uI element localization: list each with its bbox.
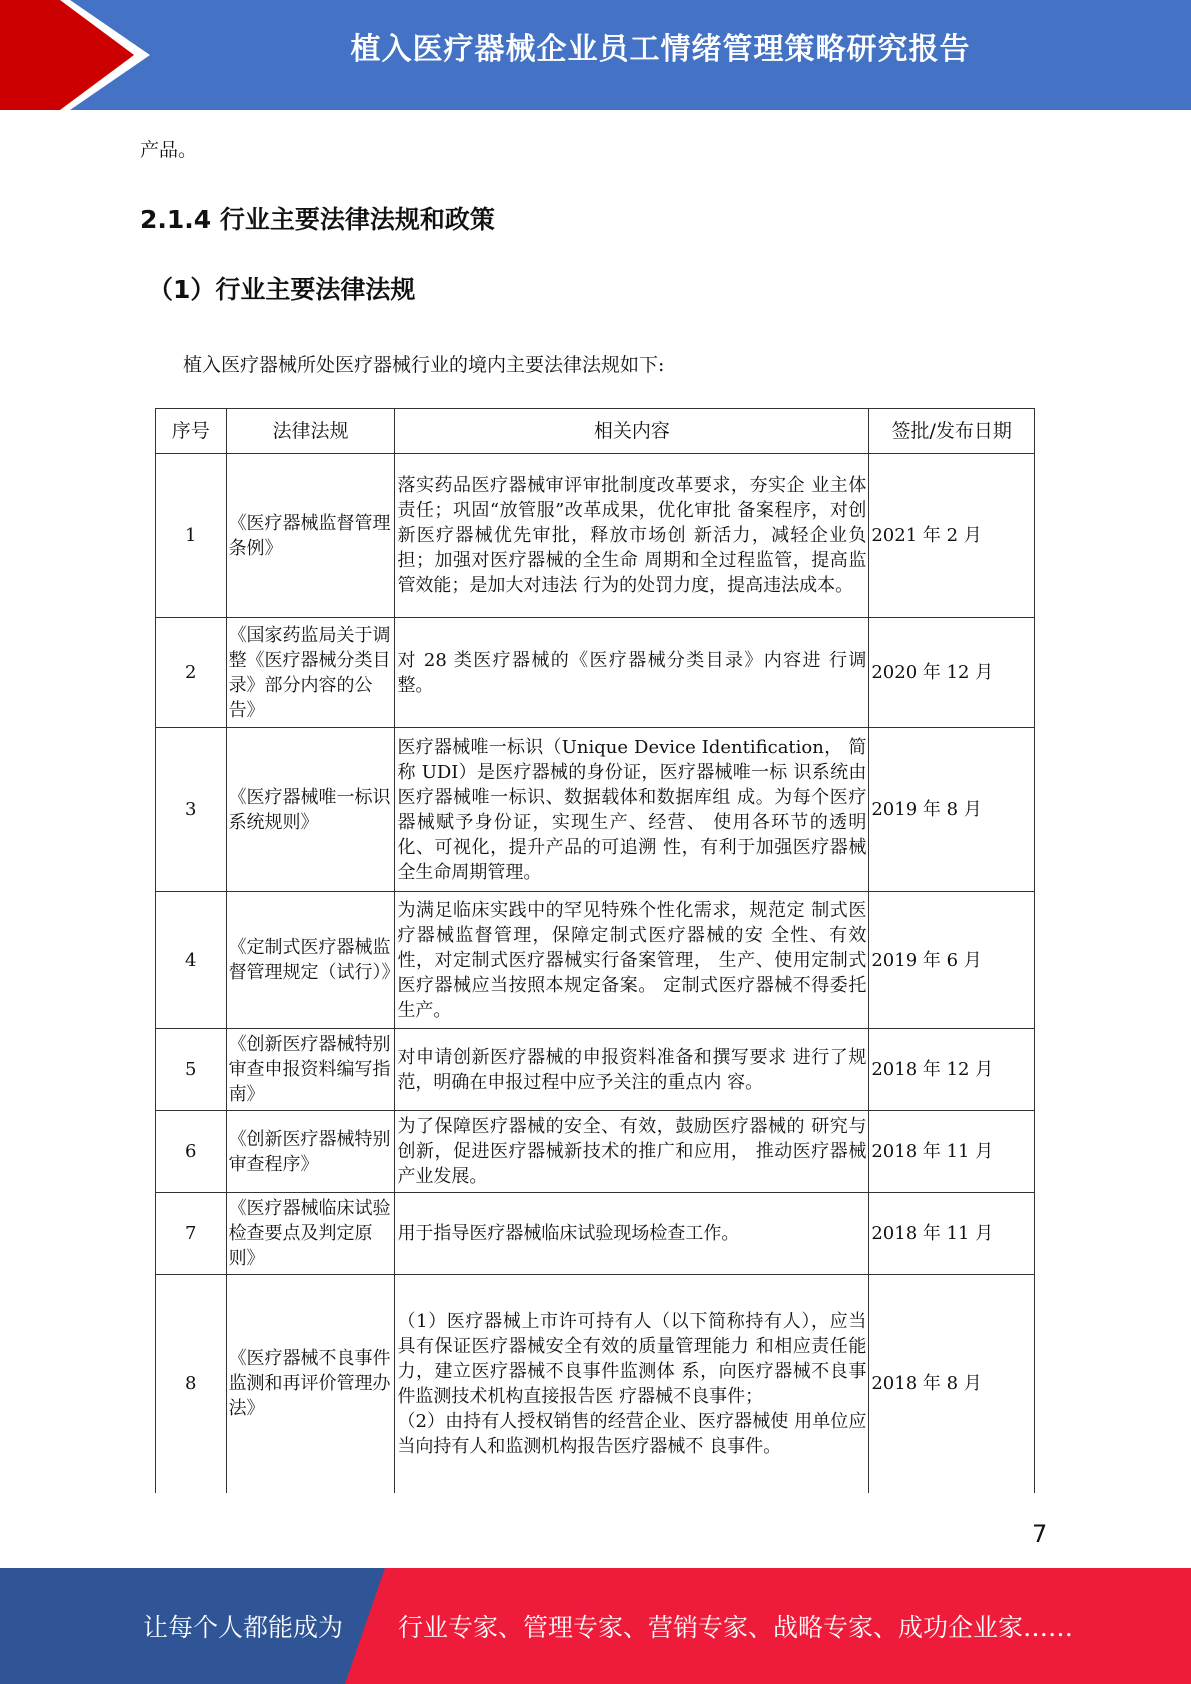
table-row — [156, 454, 1035, 618]
col-header-law: 法律法规 — [226, 409, 395, 454]
row-date: 2018 年 8 月 — [869, 1275, 1035, 1493]
row-no: 7 — [156, 1193, 227, 1275]
table-header-row — [156, 409, 1035, 454]
section-heading: 2.1.4 行业主要法律法规和政策 — [140, 205, 495, 234]
col-header-no: 序号 — [156, 409, 227, 454]
row-content — [395, 1275, 869, 1493]
row-law: 《创新医疗器械特别审查申报资料编写指南》 — [226, 1029, 395, 1111]
table-row — [156, 1111, 1035, 1193]
table-row — [156, 1029, 1035, 1111]
row-no: 6 — [156, 1111, 227, 1193]
row-date: 2018 年 11 月 — [869, 1111, 1035, 1193]
intro-paragraph: 植入医疗器械所处医疗器械行业的境内主要法律法规如下: — [183, 354, 665, 376]
row-content: 对申请创新医疗器械的申报资料准备和撰写要求 进行了规范，明确在申报过程中应予关注的重点内 容。 — [395, 1029, 869, 1111]
row-content: 为了保障医疗器械的安全、有效，鼓励医疗器械的 研究与创新，促进医疗器械新技术的推广和应用， 推动医疗器械产业发展。 — [395, 1111, 869, 1193]
row-no: 5 — [156, 1029, 227, 1111]
table-row — [156, 1275, 1035, 1493]
subsection-heading: （1）行业主要法律法规 — [148, 275, 416, 304]
footer-slogan-left: 让每个人都能成为 — [143, 1613, 344, 1642]
row-law: 《医疗器械唯一标识系统规则》 — [226, 728, 395, 892]
row-content-part-2: （2）由持有人授权销售的经营企业、医疗器械使 用单位应当向持有人和监测机构报告医疗器械不 良事件。 — [397, 1410, 867, 1457]
row-law: 《定制式医疗器械监督管理规定（试行）》 — [226, 892, 395, 1029]
row-law: 《创新医疗器械特别审查程序》 — [226, 1111, 395, 1193]
row-content: 落实药品医疗器械审评审批制度改革要求，夯实企 业主体责任；巩固“放管服”改革成果，优化审批 备案程序，对创新医疗器械优先审批，释放市场创 新活力，减轻企业负担；加强对医疗器械的全生命 周期和全过程监管，提高监管效能；是加大对违法 行为的处罚力度，提高违法成本。 — [395, 454, 869, 618]
row-date: 2018 年 11 月 — [869, 1193, 1035, 1275]
page-header — [0, 0, 1191, 110]
page-footer — [0, 1568, 1191, 1684]
row-no: 8 — [156, 1275, 227, 1493]
row-date: 2019 年 6 月 — [869, 892, 1035, 1029]
row-no: 2 — [156, 618, 227, 728]
table-row — [156, 728, 1035, 892]
row-content: 医疗器械唯一标识（Unique Device Identification， 简称 UDI）是医疗器械的身份证，医疗器械唯一标 识系统由医疗器械唯一标识、数据载体和数据库组 成。为每个医疗器械赋予身份证，实现生产、经营、 使用各环节的透明化、可视化，提升产品的可追溯 性，有利于加强医疗器械全生命周期管理。 — [395, 728, 869, 892]
row-content: 用于指导医疗器械临床试验现场检查工作。 — [395, 1193, 869, 1275]
table-row — [156, 892, 1035, 1029]
report-title: 植入医疗器械企业员工情绪管理策略研究报告 — [350, 32, 971, 67]
row-date: 2018 年 12 月 — [869, 1029, 1035, 1111]
row-date: 2019 年 8 月 — [869, 728, 1035, 892]
col-header-date: 签批/发布日期 — [869, 409, 1035, 454]
row-content: 对 28 类医疗器械的《医疗器械分类目录》内容进 行调整。 — [395, 618, 869, 728]
row-law: 《医疗器械不良事件监测和再评价管理办法》 — [226, 1275, 395, 1493]
row-content: 为满足临床实践中的罕见特殊个性化需求，规范定 制式医疗器械监督管理，保障定制式医疗器械的安 全性、有效性，对定制式医疗器械实行备案管理， 生产、使用定制式医疗器械应当按照本规定备案。 定制式医疗器械不得委托生产。 — [395, 892, 869, 1029]
row-date: 2020 年 12 月 — [869, 618, 1035, 728]
footer-slogan-right: 行业专家、管理专家、营销专家、战略专家、成功企业家…… — [398, 1613, 1074, 1642]
table-row — [156, 618, 1035, 728]
continuation-text: 产品。 — [140, 139, 198, 161]
row-no: 3 — [156, 728, 227, 892]
row-date: 2021 年 2 月 — [869, 454, 1035, 618]
table-row — [156, 1193, 1035, 1275]
row-content-part-1: （1）医疗器械上市许可持有人（以下简称持有人），应当具有保证医疗器械安全有效的质量管理能力 和相应责任能力，建立医疗器械不良事件监测体 系，向医疗器械不良事件监测技术机构直接报告医 疗器械不良事件； — [397, 1310, 867, 1407]
row-no: 4 — [156, 892, 227, 1029]
laws-table — [155, 408, 1035, 1493]
row-law: 《医疗器械监督管理条例》 — [226, 454, 395, 618]
col-header-content: 相关内容 — [395, 409, 869, 454]
page-number: 7 — [1032, 1520, 1048, 1548]
row-law: 《国家药监局关于调整《医疗器械分类目录》部分内容的公告》 — [226, 618, 395, 728]
row-law: 《医疗器械临床试验检查要点及判定原则》 — [226, 1193, 395, 1275]
row-no: 1 — [156, 454, 227, 618]
